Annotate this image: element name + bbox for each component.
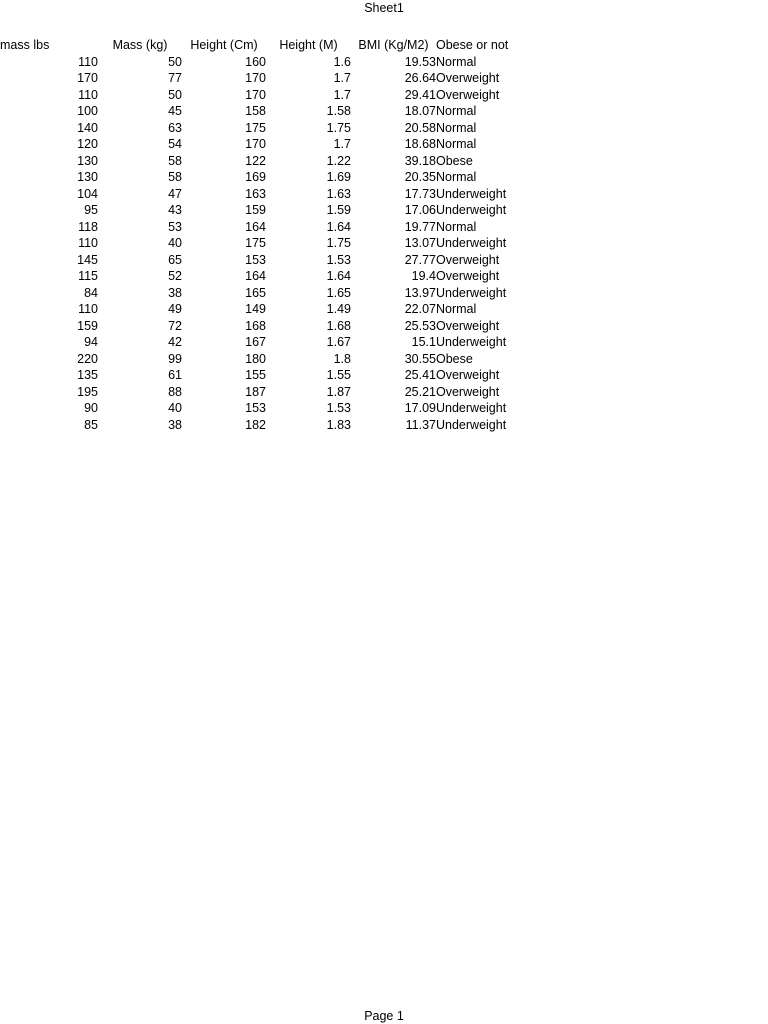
- cell-status: Overweight: [436, 252, 500, 267]
- cell-mass-kg: 49: [168, 302, 182, 316]
- cell-height-cm: 170: [245, 71, 266, 85]
- cell-bmi: 29.41: [404, 87, 436, 102]
- cell-mass-lbs: 115: [78, 269, 98, 283]
- cell-bmi: 19.77: [404, 219, 436, 234]
- cell-status: Underweight: [436, 417, 507, 432]
- cell-height-cm: 164: [245, 269, 266, 283]
- cell-height-m: 1.83: [326, 417, 351, 432]
- cell-mass-kg: 61: [168, 368, 182, 382]
- cell-mass-kg: 40: [168, 401, 182, 415]
- cell-height-m: 1.6: [333, 54, 351, 69]
- cell-bmi: 30.55: [404, 351, 436, 366]
- cell-height-m: 1.67: [326, 335, 351, 349]
- table-row: [0, 384, 536, 401]
- cell-mass-lbs: 170: [77, 71, 98, 85]
- cell-mass-lbs: 220: [77, 351, 98, 366]
- cell-status: Underweight: [436, 335, 507, 349]
- cell-bmi: 26.64: [404, 71, 436, 85]
- cell-height-m: 1.75: [326, 236, 351, 250]
- cell-mass-lbs: 95: [84, 203, 98, 217]
- cell-bmi: 20.58: [404, 120, 436, 135]
- cell-height-m: 1.68: [326, 318, 351, 333]
- cell-bmi: 13.97: [404, 285, 436, 300]
- cell-height-m: 1.8: [333, 351, 351, 366]
- cell-height-m: 1.53: [326, 401, 351, 415]
- cell-mass-lbs: 94: [84, 335, 98, 349]
- table-row: [0, 186, 536, 203]
- cell-mass-kg: 53: [168, 219, 182, 234]
- cell-mass-lbs: 159: [77, 318, 98, 333]
- cell-mass-kg: 72: [168, 318, 182, 333]
- cell-status: Underweight: [436, 203, 507, 217]
- table-row: [0, 87, 536, 104]
- cell-status: Underweight: [436, 401, 507, 415]
- cell-mass-lbs: 118: [78, 219, 98, 234]
- cell-mass-kg: 50: [168, 54, 182, 69]
- cell-height-cm: 182: [245, 417, 266, 432]
- cell-height-m: 1.87: [326, 384, 351, 399]
- cell-mass-lbs: 90: [84, 401, 98, 415]
- cell-status: Overweight: [436, 368, 500, 382]
- cell-mass-kg: 54: [168, 137, 182, 151]
- cell-mass-kg: 58: [168, 153, 182, 168]
- cell-height-m: 1.65: [326, 285, 351, 300]
- cell-mass-kg: 47: [168, 186, 182, 201]
- cell-mass-lbs: 120: [77, 137, 98, 151]
- cell-height-cm: 163: [245, 186, 266, 201]
- cell-height-cm: 153: [245, 401, 266, 415]
- cell-mass-kg: 38: [168, 417, 182, 432]
- cell-height-cm: 175: [245, 120, 266, 135]
- cell-bmi: 19.4: [411, 269, 436, 283]
- cell-bmi: 25.41: [404, 368, 436, 382]
- cell-height-m: 1.64: [326, 269, 351, 283]
- table-row: [0, 301, 536, 318]
- cell-mass-lbs: 110: [78, 302, 98, 316]
- header-height-m: Height (M): [279, 38, 338, 52]
- cell-status: Normal: [436, 104, 477, 118]
- cell-height-cm: 170: [245, 137, 266, 151]
- cell-bmi: 39.18: [404, 153, 436, 168]
- cell-mass-kg: 88: [168, 384, 182, 399]
- cell-bmi: 25.53: [404, 318, 436, 333]
- cell-bmi: 27.77: [404, 252, 436, 267]
- cell-bmi: 25.21: [404, 384, 436, 399]
- sheet-title: Sheet1: [364, 1, 404, 15]
- cell-height-cm: 159: [245, 203, 266, 217]
- cell-status: Normal: [436, 170, 477, 184]
- cell-status: Normal: [436, 137, 477, 151]
- cell-status: Obese: [436, 351, 473, 366]
- table-row: [0, 318, 536, 335]
- cell-mass-lbs: 130: [77, 170, 98, 184]
- table-row: [0, 285, 536, 302]
- cell-height-m: 1.75: [326, 120, 351, 135]
- cell-bmi: 11.37: [405, 417, 436, 432]
- cell-mass-kg: 77: [168, 71, 182, 85]
- cell-mass-lbs: 130: [77, 153, 98, 168]
- cell-status: Obese: [436, 153, 473, 168]
- cell-mass-lbs: 195: [77, 384, 98, 399]
- cell-bmi: 19.53: [404, 54, 436, 69]
- header-mass-lbs: mass lbs: [0, 38, 50, 52]
- cell-mass-lbs: 100: [77, 104, 98, 118]
- cell-mass-lbs: 135: [77, 368, 98, 382]
- cell-mass-lbs: 85: [84, 417, 98, 432]
- cell-height-m: 1.63: [326, 186, 351, 201]
- cell-height-cm: 122: [245, 153, 266, 168]
- cell-mass-lbs: 104: [77, 186, 98, 201]
- cell-bmi: 17.73: [404, 186, 436, 201]
- cell-mass-kg: 99: [168, 351, 182, 366]
- cell-status: Normal: [436, 302, 477, 316]
- cell-height-cm: 158: [245, 104, 266, 118]
- cell-height-cm: 165: [245, 285, 266, 300]
- header-height-cm: Height (Cm): [190, 38, 258, 52]
- cell-height-cm: 160: [245, 54, 266, 69]
- table-row: [0, 219, 536, 236]
- cell-mass-kg: 42: [168, 335, 182, 349]
- cell-status: Underweight: [436, 236, 507, 250]
- cell-bmi: 13.07: [404, 236, 436, 250]
- table-row: [0, 103, 536, 120]
- cell-mass-kg: 58: [168, 170, 182, 184]
- cell-status: Normal: [436, 54, 477, 69]
- cell-mass-kg: 63: [168, 120, 182, 135]
- table-row: [0, 54, 536, 71]
- cell-height-m: 1.7: [333, 137, 351, 151]
- cell-height-m: 1.58: [326, 104, 351, 118]
- cell-height-cm: 169: [245, 170, 266, 184]
- cell-height-cm: 149: [245, 302, 266, 316]
- cell-mass-kg: 65: [168, 252, 182, 267]
- cell-height-cm: 187: [245, 384, 266, 399]
- cell-status: Overweight: [436, 384, 500, 399]
- table-row: [0, 235, 536, 252]
- cell-bmi: 20.35: [404, 170, 436, 184]
- page-footer: Page 1: [364, 1009, 404, 1023]
- cell-bmi: 15.1: [411, 335, 436, 349]
- table-row: [0, 334, 536, 351]
- table-row: [0, 367, 536, 384]
- cell-status: Normal: [436, 120, 477, 135]
- header-obese-or-not: Obese or not: [436, 38, 509, 52]
- cell-height-cm: 164: [245, 219, 266, 234]
- cell-mass-lbs: 84: [84, 285, 98, 300]
- table-row: [0, 136, 536, 153]
- header-mass-kg: Mass (kg): [112, 38, 168, 52]
- cell-height-m: 1.53: [326, 252, 351, 267]
- cell-height-cm: 167: [245, 335, 266, 349]
- header-row: [0, 37, 536, 54]
- cell-mass-lbs: 140: [77, 120, 98, 135]
- cell-bmi: 17.06: [404, 203, 436, 217]
- table-row: [0, 417, 536, 434]
- table-row: [0, 169, 536, 186]
- cell-mass-kg: 50: [168, 87, 182, 102]
- cell-height-m: 1.64: [326, 219, 351, 234]
- cell-mass-lbs: 145: [77, 252, 98, 267]
- cell-mass-lbs: 110: [78, 54, 98, 69]
- cell-status: Underweight: [436, 285, 507, 300]
- cell-height-cm: 168: [245, 318, 266, 333]
- table-row: [0, 268, 536, 285]
- cell-mass-kg: 52: [168, 269, 182, 283]
- cell-height-cm: 175: [245, 236, 266, 250]
- cell-height-cm: 170: [245, 87, 266, 102]
- cell-height-m: 1.59: [326, 203, 351, 217]
- table-row: [0, 70, 536, 87]
- table-body: [0, 54, 536, 434]
- cell-mass-kg: 43: [168, 203, 182, 217]
- cell-status: Overweight: [436, 71, 500, 85]
- cell-mass-kg: 38: [168, 285, 182, 300]
- cell-height-m: 1.7: [333, 87, 351, 102]
- cell-height-m: 1.49: [326, 302, 351, 316]
- table-row: [0, 153, 536, 170]
- cell-mass-lbs: 110: [78, 87, 98, 102]
- table-row: [0, 252, 536, 269]
- table-row: [0, 202, 536, 219]
- cell-bmi: 22.07: [404, 302, 436, 316]
- cell-status: Overweight: [436, 318, 500, 333]
- cell-bmi: 18.68: [404, 137, 436, 151]
- cell-status: Overweight: [436, 87, 500, 102]
- cell-bmi: 17.09: [404, 401, 436, 415]
- cell-bmi: 18.07: [404, 104, 436, 118]
- cell-height-cm: 153: [245, 252, 266, 267]
- table-row: [0, 120, 536, 137]
- cell-height-cm: 155: [245, 368, 266, 382]
- cell-height-m: 1.7: [333, 71, 351, 85]
- cell-mass-lbs: 110: [78, 236, 98, 250]
- table-row: [0, 351, 536, 368]
- cell-mass-kg: 40: [168, 236, 182, 250]
- cell-height-m: 1.22: [326, 153, 351, 168]
- cell-status: Underweight: [436, 186, 507, 201]
- bmi-table: [0, 37, 536, 433]
- header-bmi: BMI (Kg/M2): [358, 38, 429, 52]
- cell-height-m: 1.69: [326, 170, 351, 184]
- cell-mass-kg: 45: [168, 104, 182, 118]
- cell-height-m: 1.55: [326, 368, 351, 382]
- cell-height-cm: 180: [245, 351, 266, 366]
- cell-status: Overweight: [436, 269, 500, 283]
- table-row: [0, 400, 536, 417]
- cell-status: Normal: [436, 219, 477, 234]
